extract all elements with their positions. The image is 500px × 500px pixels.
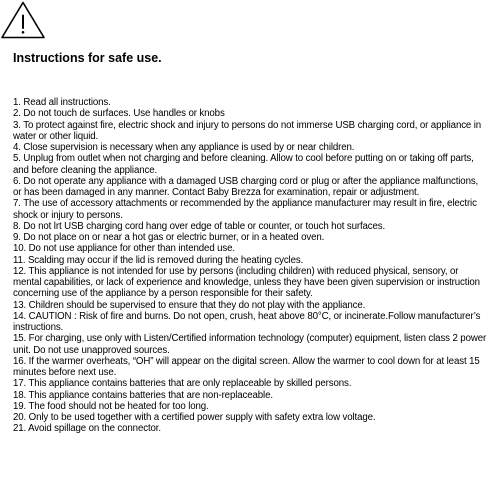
instruction-item: 4. Close supervision is necessary when any appliance is used by or near children. bbox=[13, 142, 355, 153]
page-title: Instructions for safe use. bbox=[13, 51, 162, 65]
instruction-item: 16. If the warmer overheats, “OH” will appear on the digital screen. Allow the warmer to cool down for at least 15 minutes before next use. bbox=[13, 355, 480, 378]
instruction-item: 12. This appliance is not intended for use by persons (including children) with reduced physical, sensory, or mental capabilities, or lack of experience and knowledge, unless they have been given supervision or instruction concerning use of the appliance by a person responsible for their safety. bbox=[13, 265, 480, 300]
instructions-list bbox=[13, 97, 489, 435]
instruction-item: 10. Do not use appliance for other than intended use. bbox=[13, 243, 235, 255]
instruction-item: 11. Scalding may occur if the lid is removed during the heating cycles. bbox=[13, 254, 304, 266]
instruction-item: 8. Do not lrt USB charging cord hang over edge of table or counter, or touch hot surfaces. bbox=[13, 220, 386, 232]
instruction-item: 14. CAUTION : Risk of fire and burns. Do not open, crush, heat above 80°C, or incinerate.Follow manufacturer’s instructions. bbox=[13, 310, 481, 333]
instruction-item: 18. This appliance contains batteries that are non-replaceable. bbox=[13, 389, 273, 401]
warning-triangle-icon bbox=[0, 0, 46, 40]
instruction-item: 19. The food should not be heated for too long. bbox=[13, 400, 209, 412]
instruction-item: 20. Only to be used together with a certified power supply with safety extra low voltage. bbox=[13, 412, 376, 423]
instruction-item: 15. For charging, use only with Listen/Certified information technology (computer) equipment, listen class 2 power unit. Do not use unapproved sources. bbox=[13, 333, 487, 356]
instruction-item: 5. Unplug from outlet when not charging and before cleaning. Allow to cool before putting on or taking off parts, and before cleaning the appliance. bbox=[13, 153, 474, 176]
instruction-item: 3. To protect against fire, electric shock and injury to persons do not immerse USB charging cord, or appliance in water or other liquid. bbox=[13, 119, 482, 142]
instruction-item: 21. Avoid spillage on the connector. bbox=[13, 423, 161, 435]
instruction-item: 17. This appliance contains batteries that are only replaceable by skilled persons. bbox=[13, 378, 352, 390]
instruction-item: 2. Do not touch de surfaces. Use handles or knobs bbox=[13, 108, 225, 120]
instruction-item: 7. The use of accessory attachments or recommended by the appliance manufacturer may result in fire, electric shock or injury to persons. bbox=[13, 198, 477, 221]
instruction-item: 6. Do not operate any appliance with a damaged USB charging cord or plug or after the appliance malfunctions, or has been damaged in any manner. Contact Baby Brezza for examination, repair or adjustment. bbox=[13, 175, 479, 198]
instruction-item: 13. Children should be supervised to ensure that they do not play with the appliance. bbox=[13, 299, 366, 311]
instruction-item: 1. Read all instructions. bbox=[13, 97, 111, 108]
instruction-item: 9. Do not place on or near a hot gas or electric burner, or in a heated oven. bbox=[13, 232, 325, 243]
